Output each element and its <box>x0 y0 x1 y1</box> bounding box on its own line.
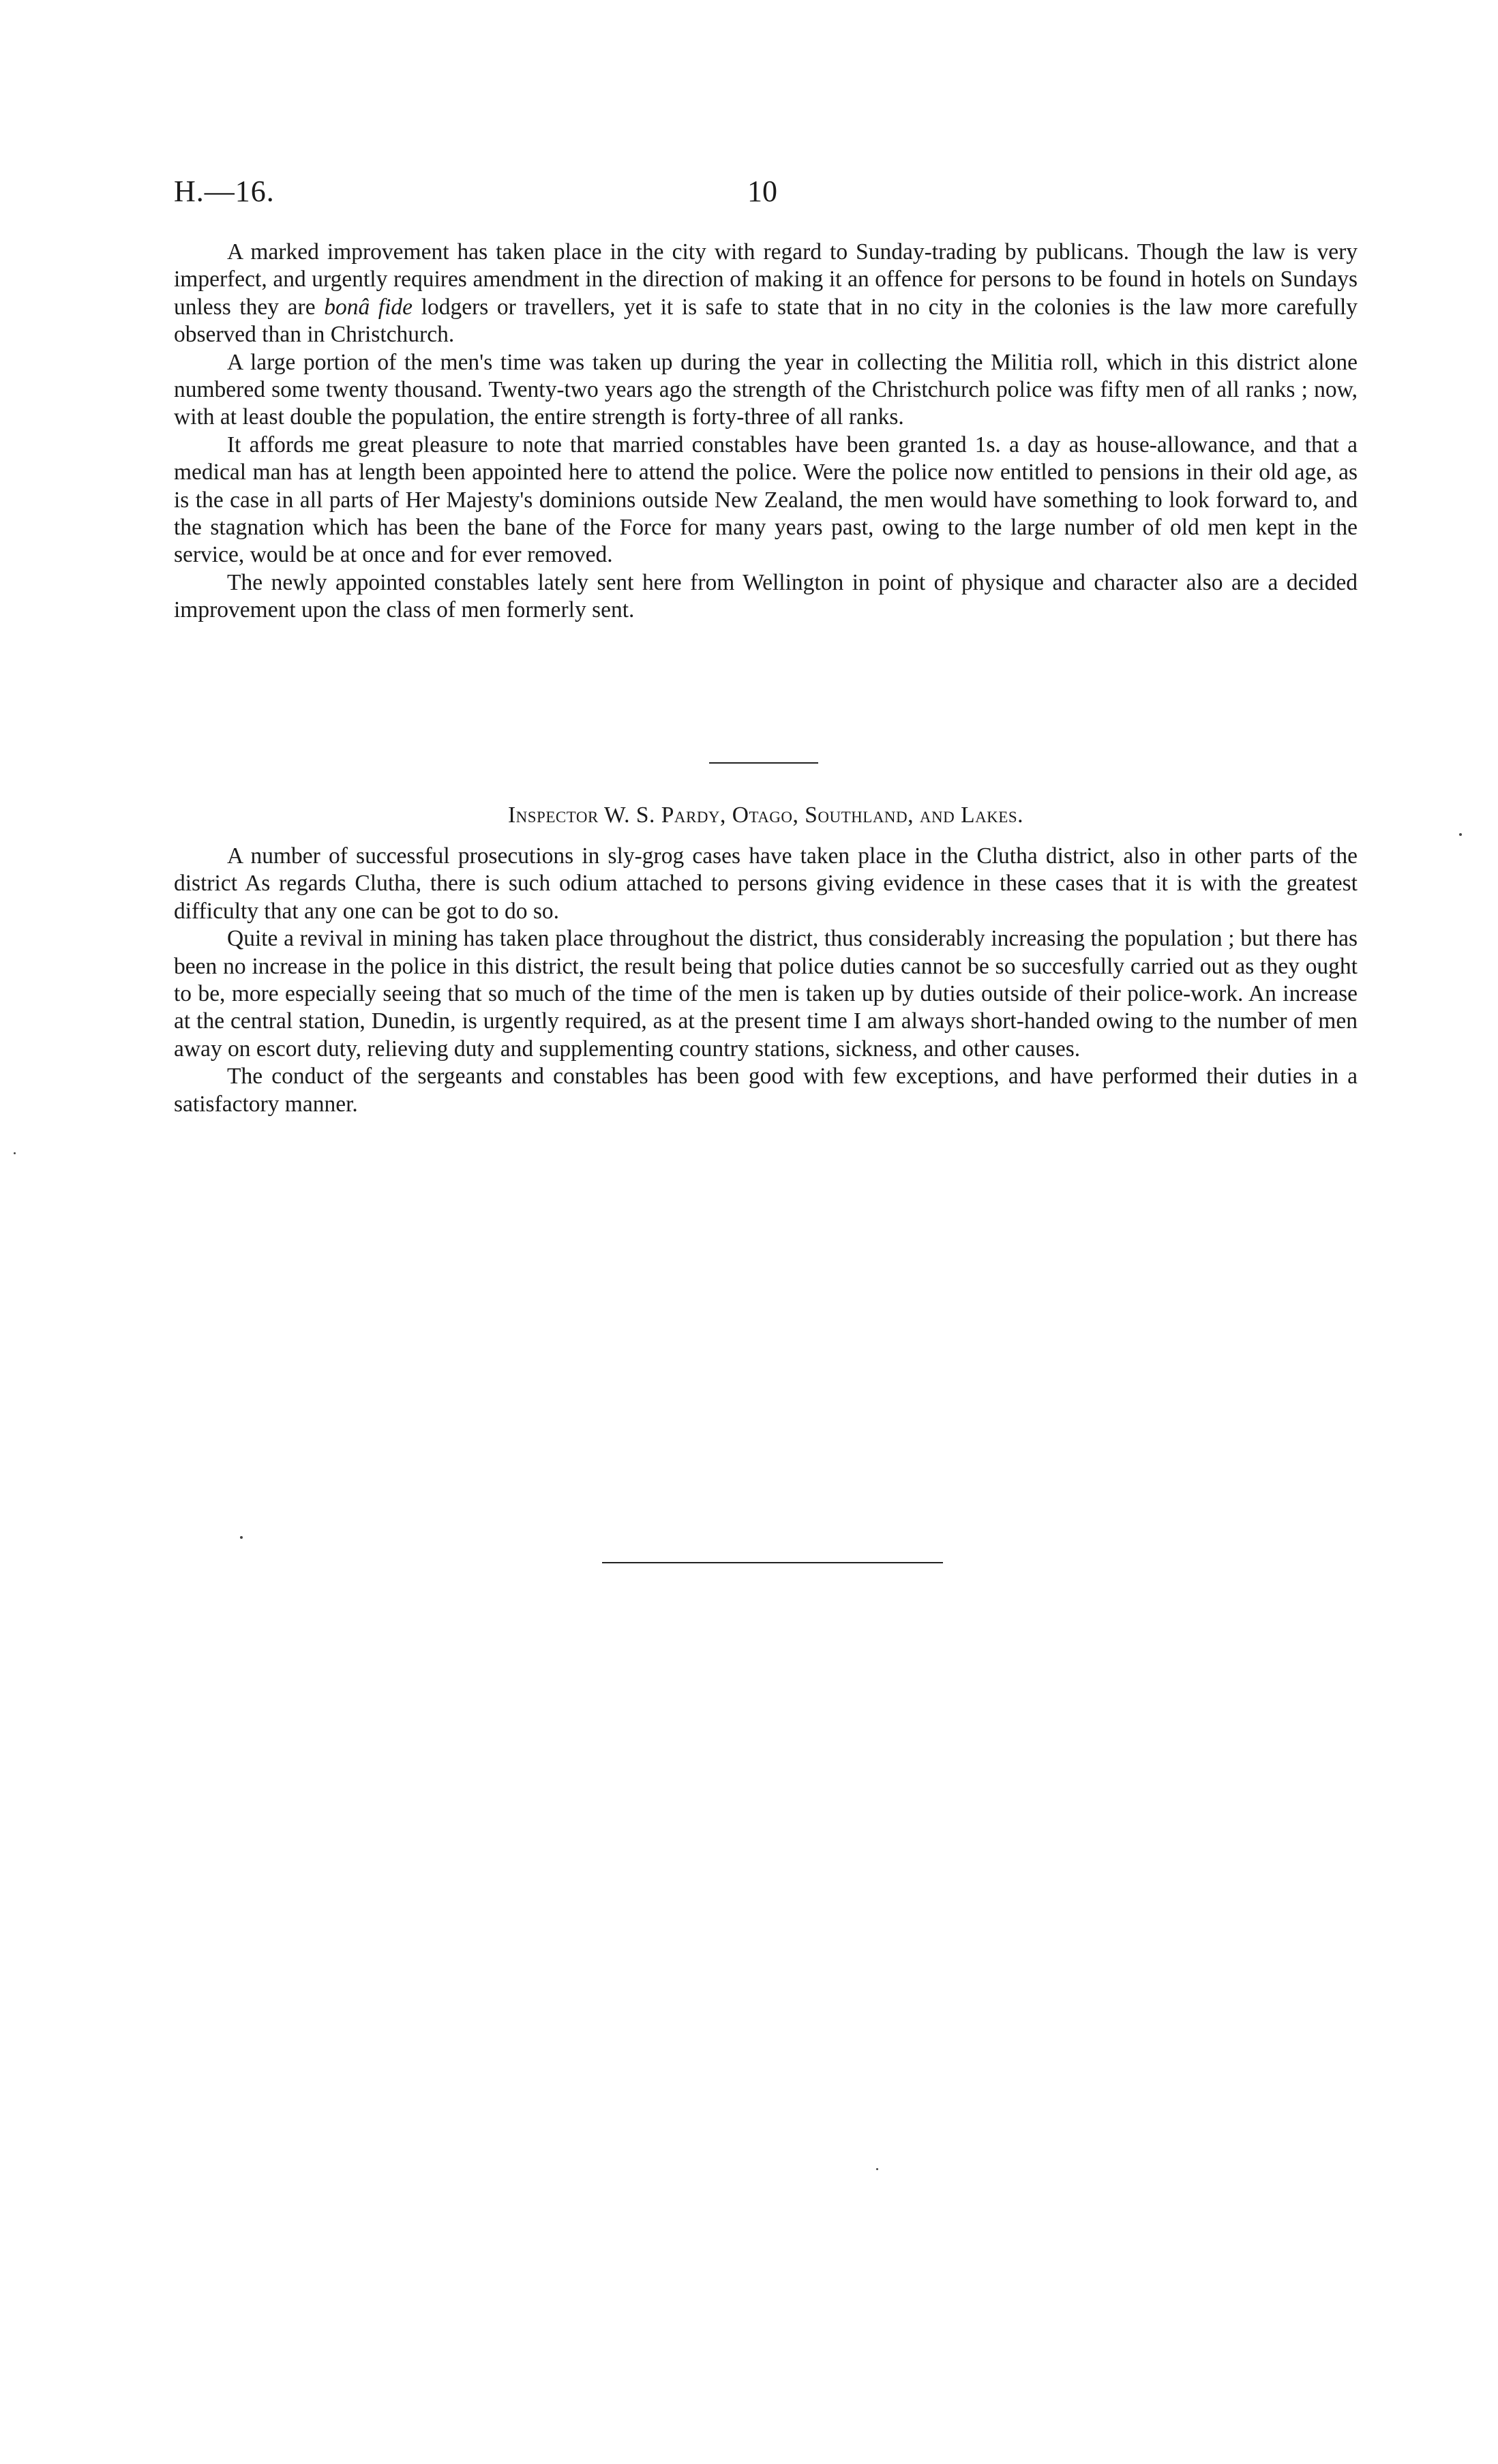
paragraph-mining-revival: Quite a revival in mining has taken place throughout the district, thus considerably increasing the population ; but there has been no increase in the police in this district, the result being that police duties cannot be so succesfully carried out as they ought to be, more especially seeing that so much of the time of the men is taken up by duties outside of their police-work. An increase at the central station, Dunedin, is urgently required, as at the present time I am always short-handed owing to the number of men away on escort duty, relieving duty and supplementing country stations, sickness, and other causes. <box>174 926 1358 1062</box>
section-divider-short <box>709 762 818 764</box>
report-reference: H.—16. <box>174 175 275 208</box>
paragraph-new-constables: The newly appointed constables lately sent here from Wellington in point of physique and character also are a decided improvement upon the class of men formerly sent. <box>174 569 1358 623</box>
scan-speck <box>1459 833 1462 836</box>
section-heading-pardy: Inspector W. S. Pardy, Otago, Southland, and Lakes. <box>507 802 1024 828</box>
paragraph-militia-roll: A large portion of the men's time was taken up during the year in collecting the Militia roll, which in this district alone numbered some twenty thousand. Twenty-two years ago the strength of the Christchurch police was fifty men of all ranks ; now, with at least double the population, the entire strength is forty-three of all ranks. <box>174 349 1358 430</box>
paragraph-conduct: The conduct of the sergeants and constables has been good with few exceptions, and have performed their duties in a satisfactory manner. <box>174 1064 1358 1117</box>
section-divider-long <box>602 1562 943 1563</box>
scan-speck <box>14 1152 16 1154</box>
paragraph-sunday-trading: A marked improvement has taken place in the city with regard to Sunday-trading by publicans. Though the law is very imperfect, and urgently requires amendment in the direction of making it an offence for persons to be found in hotels on Sundays unless they are bonâ fide lodgers or travellers, yet it is safe to state that in no city in the colonies is the law more carefully observed than in Christchurch. <box>174 239 1358 348</box>
paragraph-house-allowance: It affords me great pleasure to note that married constables have been granted 1s. a day as house-allowance, and that a medical man has at length been appointed here to attend the police. Were the police now entitled to pensions in their old age, as is the case in all parts of Her Majesty's dominions outside New Zealand, the men would have something to look forward to, and the stagnation which has been the bane of the Force for many years past, owing to the large number of old men kept in the service, would be at once and for ever removed. <box>174 432 1358 568</box>
scan-speck <box>240 1536 243 1539</box>
otago-report-section <box>174 843 1358 1118</box>
page-number: 10 <box>747 175 777 208</box>
scan-speck <box>876 2168 878 2170</box>
paragraph-sly-grog: A number of successful prosecutions in sly-grog cases have taken place in the Clutha district, also in other parts of the district As regards Clutha, there is such odium attached to persons giving evidence in these cases that it is with the greatest difficulty that any one can be got to do so. <box>174 843 1358 924</box>
christchurch-report-section <box>174 239 1358 625</box>
